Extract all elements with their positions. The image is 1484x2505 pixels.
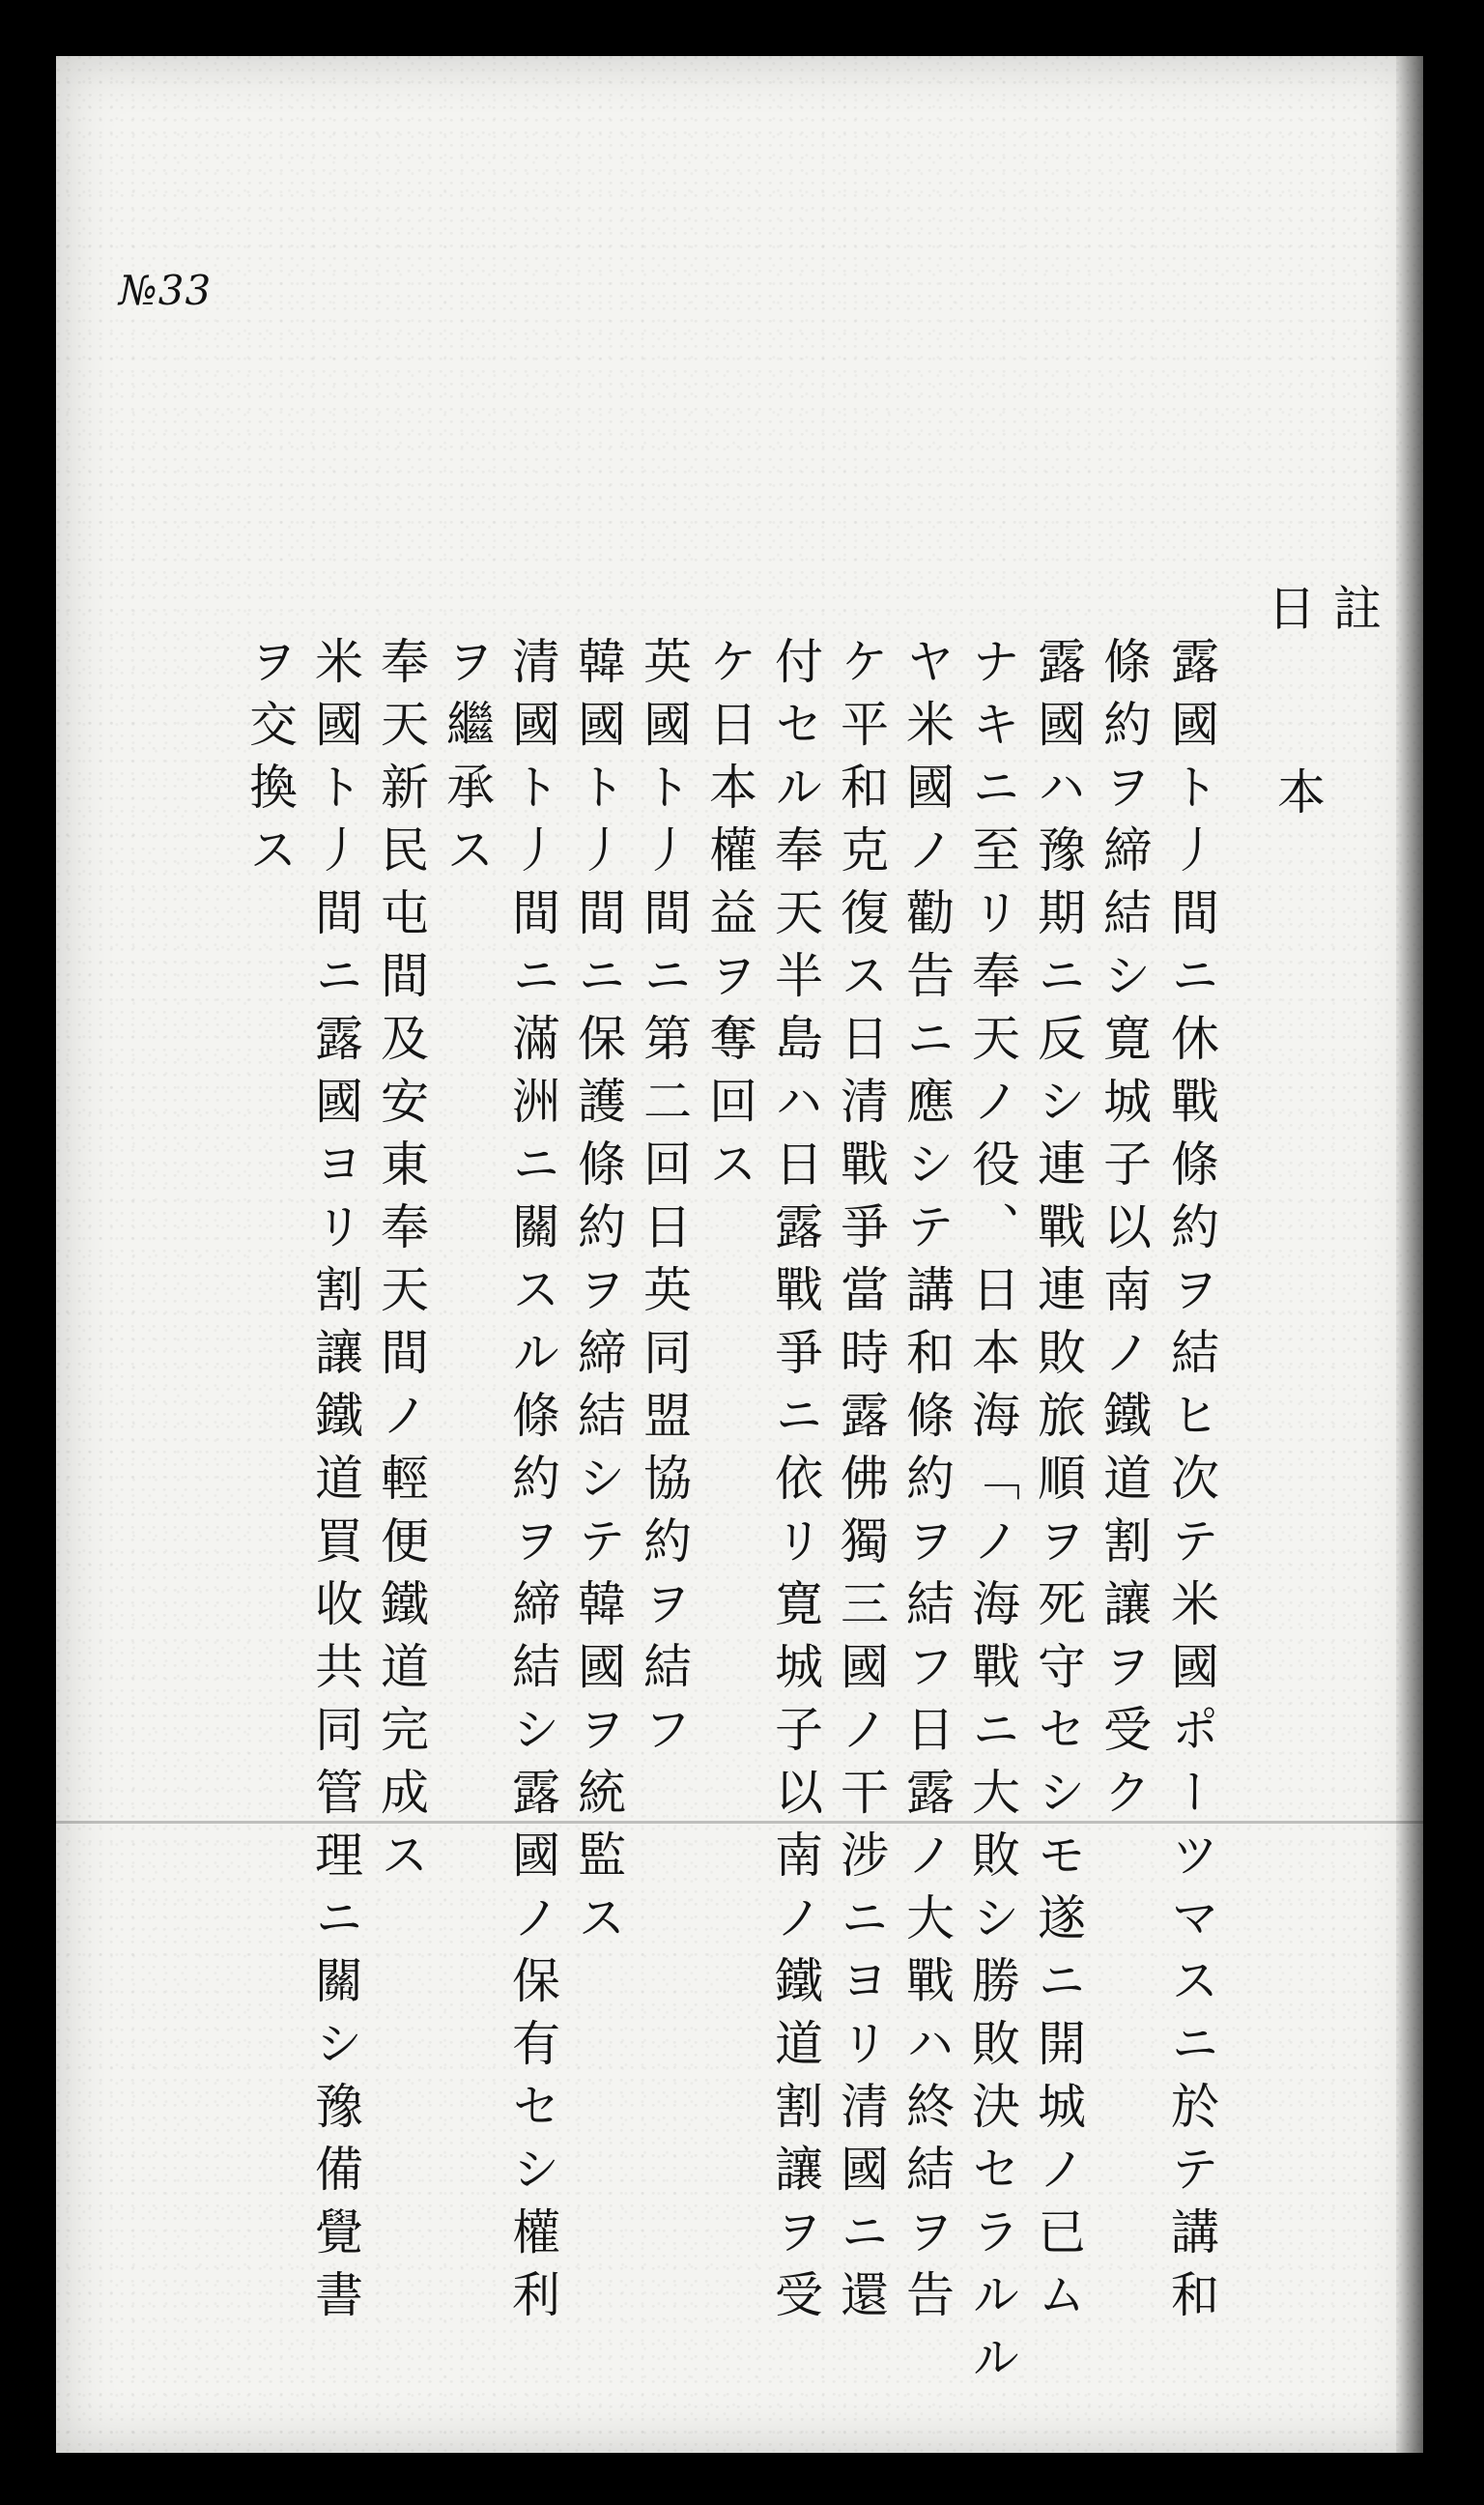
text-column: 米國ト丿間ニ露國ヨリ割讓鐵道買收共同管理ニ關シ豫備覺書 <box>307 636 363 2332</box>
text-column: ケ平和克復ス日清戰爭當時露佛獨三國ノ干涉ニヨリ清國ニ還 <box>833 636 889 2332</box>
text-column: 清國ト丿間ニ滿洲ニ關スル條約ヲ締結シ露國ノ保有セシ權利 <box>504 636 560 2332</box>
text-column: ナキニ至リ奉天ノ役、日本海「ノ海戰ニ大敗シ勝敗決セラルル <box>964 636 1020 2395</box>
annotation-side: 日 <box>1260 583 1316 646</box>
text-column: 露國ハ豫期ニ反シ連戰連敗旅順ヲ死守セシモ遂ニ開城ノ已ム <box>1030 636 1086 2332</box>
document-page <box>56 56 1423 2453</box>
text-column: ヲ繼承ス <box>439 636 495 887</box>
text-column: 韓國ト丿間ニ保護條約ヲ締結シテ韓國ヲ統監ス <box>570 636 626 1955</box>
page-edge-shadow <box>1396 56 1423 2453</box>
text-column: ヤ米國ノ勸告ニ應シテ講和條約ヲ結フ日露ノ大戰ハ終結ヲ告 <box>899 636 955 2332</box>
text-column: ヲ交換ス <box>242 636 298 887</box>
annotation-heading-bottom: 本 <box>1270 766 1326 829</box>
text-column: ケ日本權益ヲ奪回ス <box>701 636 757 1201</box>
text-column: 露國ト丿間ニ休戰條約ヲ結ヒ次テ米國ポーツマスニ於テ講和 <box>1163 636 1219 2332</box>
text-column: 英國ト丿間ニ第二回日英同盟協約ヲ結フ <box>636 636 692 1767</box>
annotation-heading-top: 註 <box>1326 583 1382 646</box>
text-column: 奉天新民屯間及安東奉天間ノ輕便鐵道完成ス <box>373 636 429 1892</box>
text-column: 付セル奉天半島ハ日露戰爭ニ依リ寛城子以南ノ鐵道割讓ヲ受 <box>767 636 823 2332</box>
text-column: 條約ヲ締結シ寛城子以南ノ鐵道割讓ヲ受ク <box>1096 636 1152 1829</box>
document-number: №33 <box>119 267 213 314</box>
